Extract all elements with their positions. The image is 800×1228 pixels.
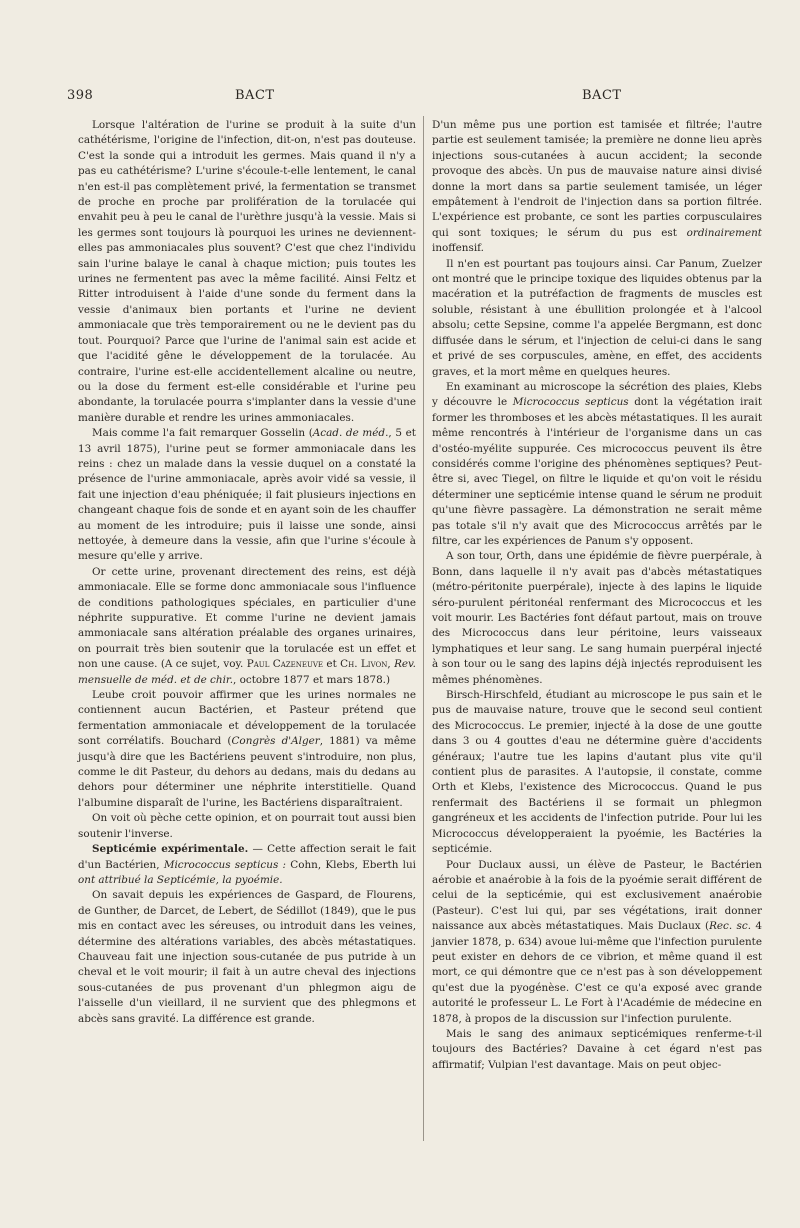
paragraph: Il n'en est pourtant pas toujours ainsi. Car Panum, Zuelzer ont montré que le principe toxique des liquides obtenus par la macération et la putréfaction de fragments de muscles est soluble, résistant à une ébullition prolongée et à l'alcool absolu; cette Sepsine, comme l'a appelée Bergmann, est donc diffusée dans le sérum, et l'injection de celui-ci dans le sang et privé de ses corpuscules, amène, en effet, des accidents graves, et la mort même en quelques heures. [432,257,762,378]
species-name: Micrococcus septicus : [163,858,287,871]
text-run: et [323,658,341,671]
text-run: — Cette affection serait le fait d'un Bactérien, [78,843,416,871]
paragraph [432,858,762,1027]
paragraph [78,426,416,565]
paragraph: Lorsque l'altération de l'urine se produit à la suite d'un cathétérisme, l'origine de l'infection, dit-on, n'est pas douteuse. C'est la sonde qui a introduit les germes. Mais quand il n'y a pas eu cathétérisme? L'urine s'écoule-t-elle lentement, le canal n'en est-il pas complètement privé, la fermentation se transmet de proche en proche par prolifération de la torulacée qui envahit peu à peu le canal de l'urèthre jusqu'à la vessie. Mais si les germes sont toujours là pourquoi les urines ne deviennent-elles pas ammoniacales plus souvent? C'est que chez l'individu sain l'urine balaye le canal à chaque miction; puis toutes les urines ne fermentent pas avec la même facilité. Ainsi Feltz et Ritter introduisent à l'aide d'une sonde du ferment dans la vessie d'animaux bien portants et l'urine ne devient ammoniacale que très temporairement ou ne le devient pas du tout. Pourquoi? Parce que l'urine de l'animal sain est acide et que l'acidité gêne le développement de la torulacée. Au contraire, l'urine est-elle accidentellement alcaline ou neutre, ou la dose du ferment est-elle considérable et l'urine peu abondante, la torulacée pourra s'implanter dans la vessie d'une manière durable et rendre les urines ammoniacales. [78,119,416,424]
citation: Acad. de méd. [312,427,389,440]
text-run: D'un même pus une portion est tamisée et filtrée; l'autre partie est seulement tamisée; la première ne donne lieu après injections sous-cutanées à aucun accident; la seconde provoque des abcès. Un pus de mauvaise nature ainsi divisé donne la mort dans sa partie seulement tamisée, un léger empâtement à l'endroit de l'injection dans sa portion filtrée. L'expérience est probante, ce sont les parties corpusculaires qui sont toxiques; le sérum du pus est [432,119,762,239]
text-run: , [387,658,395,671]
text-run: inoffensif. [432,242,484,255]
citation: Rec. sc. [709,920,751,933]
paragraph: A son tour, Orth, dans une épidémie de fièvre puerpérale, à Bonn, dans laquelle il n'y avait pas d'abcès métastatiques (métro-péritonite puerpérale), injecte à des lapins le liquide séro-purulent péritonéal renfermant des Micrococcus et les voit mourir. Les Bactéries font défaut partout, mais on trouve des Micrococcus dans leur péritoine, leurs vaisseaux lymphatiques et leur sang. Le sang humain puerpéral injecté à son tour ou le sang des lapins déjà injectés reproduisent les mêmes phénomènes. [432,550,762,686]
text-run: , 1881) va même jusqu'à dire que les Bactériens peuvent s'introduire, non plus, comme le dit Pasteur, du dehors au dedans, mais du dedans au dehors pour déterminer une néphrite interstitielle. Quand l'albumine disparaît de l'urine, les Bactériens disparaîtraient. [78,735,417,809]
right-column [432,118,762,1073]
text-run: , 5 et 13 avril 1875), l'urine peut se former ammoniacale dans les reins : chez un malade dans la vessie duquel on a constaté la présence de l'urine ammoniacale, après avoir vidé sa vessie, il fait une injection d'eau phéniquée; il fait plusieurs injections en changeant chaque fois de sonde et en ayant soin de les chauffer au moment de les introduire; puis il laisse une sonde, ainsi nettoyée, à demeure dans la vessie, afin que l'urine s'écoule à mesure qu'elle y arrive. [78,427,416,563]
paragraph [78,565,416,688]
paragraph: On savait depuis les expériences de Gaspard, de Flourens, de Gunther, de Darcet, de Lebert, de Sédillot (1849), que le pus mis en contact avec les séreuses, ou introduit dans les veines, détermine des altérations variables, des abcès métastatiques. Chauveau fait une injection sous-cutanée de pus putride à un cheval et le voit mourir; il fait à un autre cheval des injections sous-cutanées de pus provenant d'un phlegmon aigu de l'aisselle d'un vieillard, il ne survient que des phlegmons et abcès sans gravité. La différence est grande. [78,889,416,1025]
emphasis: ont attribué la Septicémie, la pyoémie. [78,873,283,886]
left-column [78,118,416,1027]
text-run: Mais comme l'a fait remarquer Gosselin ( [92,427,313,440]
paragraph: On voit où pèche cette opinion, et on pourrait tout aussi bien soutenir l'inverse. [78,812,416,840]
species-name: Micrococcus septicus [512,396,629,409]
citation: Rev. mensuelle de méd. et de chir. [78,658,416,686]
text-run: dont la végétation irait former les thromboses et les abcès métastatiques. Il les aurait même rencontrés à l'intérieur de l'organisme dans un cas d'ostéo-myélite suppurée. Ces micrococcus peuvent ils être considérés comme l'origine des phénomènes septiques? Peut-être si, avec Tiegel, on filtre le liquide et qu'on voit le résidu déterminer une septicémie intense quand le sérum ne produit qu'une fièvre passagère. La démonstration ne serait même pas totale s'il n'y avait que des Micrococcus arrêtés par le filtre, car les expériences de Panum s'y opposent. [432,396,762,547]
section-heading: Septicémie expérimentale. [92,843,249,856]
text-run: Or cette urine, provenant directement des reins, est déjà ammoniacale. Elle se forme donc ammoniacale sous l'influence de conditions pathologiques spéciales, en particulier d'une néphrite suppurative. Et comme l'urine ne devient jamais ammoniacale sans altération préalable des organes urinaires, on pourrait très bien soutenir que la torulacée est un effet et non une cause. (A ce sujet, voy. [78,565,416,671]
text-run: Cohn, Klebs, Eberth lui [286,858,416,871]
page-number: 398 [67,88,94,103]
paragraph [78,842,416,888]
paragraph [432,380,762,549]
paragraph [432,118,762,257]
paragraph: Birsch-Hirschfeld, étudiant au microscope le pus sain et le pus de mauvaise nature, trouve que le second seul contient des Micrococcus. Le premier, injecté à la dose de une goutte dans 3 ou 4 gouttes d'eau ne détermine guère d'accidents généraux; l'autre tue les lapins d'autant plus vite qu'il contient plus de parasites. A l'autopsie, il constate, comme Orth et Klebs, l'existence des Micrococcus. Quand le pus renfermait des Bactériens il se formait un phlegmon gangréneux et les accidents de l'infection putride. Pour lui les Micrococcus développeraient la pyoémie, les Bactéries la septicémie. [432,689,762,856]
text-run: En examinant au microscope la sécrétion des plaies, Klebs y découvre le [432,380,762,409]
author-name: Ch. Livon [340,658,388,671]
running-title-left: BACT [235,88,275,103]
author-name: Paul Cazeneuve [246,658,324,671]
paragraph: Mais le sang des animaux septicémiques renferme-t-il toujours des Bactéries? Davaine à cet égard n'est pas affirmatif; Vulpian l'est davantage. Mais on peut objec- [432,1027,762,1071]
running-title-right: BACT [582,88,622,103]
text-run: Leube croit pouvoir affirmer que les urines normales ne contiennent aucun Bactérien, et Pasteur prétend que fermentation ammoniacale et développement de la torulacée sont corrélatifs. Bouchard ( [78,689,416,748]
emphasis: ordinairement [686,226,762,239]
citation: Congrès d'Alger [231,735,320,748]
text-run: , octobre 1877 et mars 1878.) [233,673,391,686]
column-divider [423,116,424,1141]
text-run: 4 janvier 1878, p. 634) avoue lui-même que l'infection purulente peut exister en dehors de ce vibrion, et même quand il est mort, ce qui démontre que ce n'est pas à son développement qu'est due la pyogénèse. C'est ce qu'a exposé avec grande autorité le professeur L. Le Fort à l'Académie de médecine en 1878, à propos de la discussion sur l'infection purulente. [432,920,762,1025]
text-run: Pour Duclaux aussi, un élève de Pasteur, le Bactérien aérobie et anaérobie à la fois de la pyoémie serait différent de celui de la septicémie, qui est exclusivement anaérobie (Pasteur). C'est lui qui, par ses végétations, irait donner naissance aux abcès métastatiques. Mais Duclaux ( [432,858,762,933]
paragraph [78,688,416,811]
